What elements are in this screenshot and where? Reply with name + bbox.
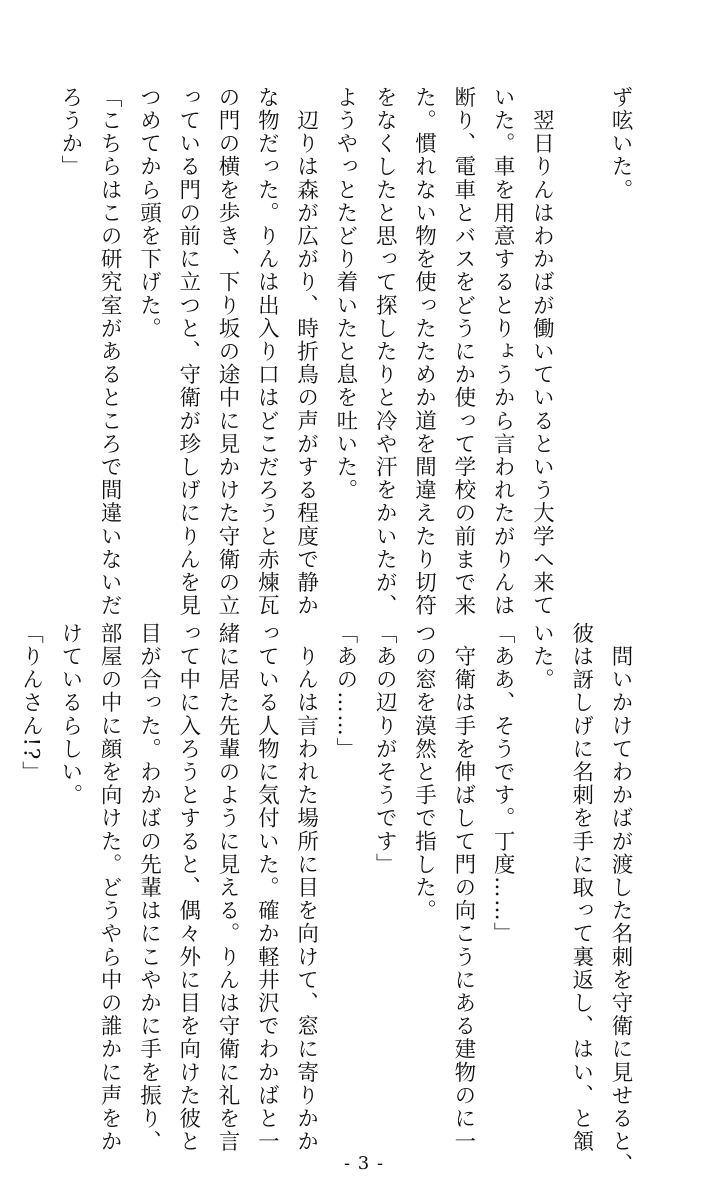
text-line: っている人物に気付いた。確か軽井沢でわかばと一 [254, 622, 280, 1154]
text-line: 「あの辺りがそうです」 [372, 622, 398, 877]
text-line: つの窓を漠然と手で指した。 [411, 622, 437, 923]
text-line: の門の横を歩き、下り坂の途中に見かけた守衛の立 [215, 86, 241, 618]
text-line [561, 86, 600, 586]
text-line: っている門の前に立つと、守衛が珍しげにりんを見 [175, 86, 201, 618]
text-line: 断り、電車とバスをどうにか使って学校の前まで来 [450, 86, 476, 618]
text-line: つめてから頭を下げた。 [136, 86, 162, 341]
upper-text-block [57, 86, 640, 618]
text-line: 「ああ、そうです。丁度……」 [490, 622, 516, 946]
text-line: 目が合った。わかばの先輩はにこやかに手を振り、 [136, 622, 162, 1154]
text-line: 彼は訝しげに名刺を手に取って裏返し、はい、と頷 [568, 622, 594, 1154]
text-line: 緒に居た先輩のように見える。りんは守衛に礼を言 [215, 622, 241, 1154]
text-line: ろうか」 [57, 86, 83, 179]
text-line: 「あの……」 [332, 622, 358, 761]
text-line: 翌日りんはわかばが働いているという大学へ来て [529, 86, 555, 618]
text-line: 辺りは森が広がり、時折鳥の声がする程度で静か [293, 86, 319, 618]
text-line: 部屋の中に顔を向けた。どうやら中の誰かに声をか [97, 622, 123, 1154]
lower-text-block [18, 622, 640, 1177]
text-line: りんは言われた場所に目を向けて、窓に寄りかか [293, 622, 319, 1154]
text-line: いた。 [529, 622, 555, 692]
text-line: をなくしたと思って探したりと冷や汗をかいたが、 [372, 86, 398, 618]
text-line: た。慣れない物を使ったためか道を間違えたり切符 [411, 86, 437, 618]
text-line: ようやっとたどり着いたと息を吐いた。 [332, 86, 358, 502]
text-line: けているらしい。 [57, 622, 83, 807]
text-line: ず呟いた。 [608, 86, 633, 202]
text-line: 守衛は手を伸ばして門の向こうにある建物のに一 [450, 622, 476, 1154]
page-number: - 3 - [343, 1153, 385, 1174]
text-line: な物だった。りんは出入り口はどこだろうと赤煉瓦 [254, 86, 280, 618]
text-line: 「りんさん!?」 [18, 622, 44, 784]
text-line: って中に入ろうとすると、偶々外に目を向けた彼と [175, 622, 201, 1154]
text-line: 「こちらはこの研究室があるところで間違いないだ [97, 86, 123, 618]
text-line: 問いかけてわかばが渡した名刺を守衛に見せると、 [608, 622, 633, 1177]
text-line: いた。車を用意するとりょうから言われたがりんは [490, 86, 516, 618]
